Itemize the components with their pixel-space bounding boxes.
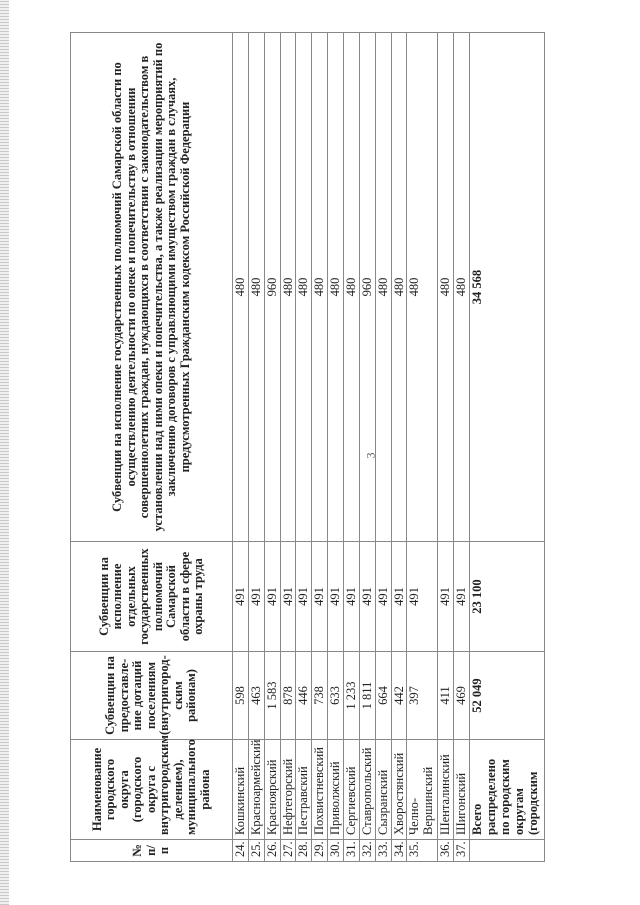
row-value-labor: 491 [344, 542, 360, 652]
row-value-settlements: 469 [453, 652, 469, 740]
row-value-settlements: 1 233 [344, 652, 360, 740]
row-name: Шигонский [453, 740, 469, 840]
page-number: 3 [363, 452, 378, 459]
row-number: 25. [248, 840, 264, 862]
row-value-guardianship: 480 [280, 33, 296, 542]
table-row [328, 33, 344, 862]
row-value-settlements: 598 [233, 652, 249, 740]
table-row [233, 33, 249, 862]
row-name: Похвистневский [312, 740, 328, 840]
total-number-cell [469, 840, 544, 862]
row-value-labor: 491 [296, 542, 312, 652]
row-name: Сызранский [375, 740, 391, 840]
row-value-guardianship: 480 [391, 33, 407, 542]
total-value-guardianship: 34 568 [469, 33, 544, 542]
row-value-labor: 491 [233, 542, 249, 652]
row-number: 26. [264, 840, 280, 862]
row-value-labor: 491 [264, 542, 280, 652]
row-value-settlements: 738 [312, 652, 328, 740]
table-row [453, 33, 469, 862]
row-number: 28. [296, 840, 312, 862]
row-value-guardianship: 960 [264, 33, 280, 542]
total-row [469, 33, 544, 862]
scan-edge [0, 0, 9, 905]
table-row [312, 33, 328, 862]
row-number: 36. [438, 840, 454, 862]
total-value-settlements: 52 049 [469, 652, 544, 740]
row-value-labor: 491 [375, 542, 391, 652]
header-name: Наименование городского округа (городского округа с внутригородским делением), муниципального района [71, 740, 233, 840]
row-value-labor: 491 [438, 542, 454, 652]
table-row [391, 33, 407, 862]
table-row [280, 33, 296, 862]
row-value-guardianship: 960 [359, 33, 375, 542]
row-name: Кошкинский [233, 740, 249, 840]
row-value-guardianship: 480 [248, 33, 264, 542]
row-value-guardianship: 480 [375, 33, 391, 542]
row-number: 24. [233, 840, 249, 862]
row-value-labor: 491 [453, 542, 469, 652]
row-value-settlements: 446 [296, 652, 312, 740]
row-value-guardianship: 480 [233, 33, 249, 542]
row-name: Пестравский [296, 740, 312, 840]
row-value-labor: 491 [312, 542, 328, 652]
row-value-guardianship: 480 [296, 33, 312, 542]
row-value-settlements: 1 583 [264, 652, 280, 740]
row-value-labor: 491 [359, 542, 375, 652]
header-subsidies-settlements: Субвенции на предоставле-ние дотаций поселениям (внутригород-ским районам) [71, 652, 233, 740]
row-value-guardianship: 480 [438, 33, 454, 542]
row-number: 30. [328, 840, 344, 862]
row-value-guardianship: 480 [312, 33, 328, 542]
row-number: 29. [312, 840, 328, 862]
row-name: Сергиевский [344, 740, 360, 840]
row-name: Челно-Вершинский [407, 740, 438, 840]
row-name: Ставропольский [359, 740, 375, 840]
row-value-labor: 491 [328, 542, 344, 652]
row-number: 33. [375, 840, 391, 862]
row-value-guardianship: 480 [344, 33, 360, 542]
row-number: 27. [280, 840, 296, 862]
row-name: Приволжский [328, 740, 344, 840]
row-value-settlements: 878 [280, 652, 296, 740]
table-row [359, 33, 375, 862]
row-number: 37. [453, 840, 469, 862]
subvention-table [70, 32, 545, 862]
row-name: Красноармейский [248, 740, 264, 840]
row-value-settlements: 442 [391, 652, 407, 740]
row-value-labor: 491 [391, 542, 407, 652]
row-number: 32. [359, 840, 375, 862]
rotated-page [70, 32, 545, 862]
row-value-settlements: 633 [328, 652, 344, 740]
row-number: 35. [407, 840, 438, 862]
table-row [344, 33, 360, 862]
table-row [407, 33, 438, 862]
row-number: 34. [391, 840, 407, 862]
total-label: Всего распределено по городским округам (городским [469, 740, 544, 840]
row-name: Шенталинский [438, 740, 454, 840]
row-value-labor: 491 [248, 542, 264, 652]
row-number: 31. [344, 840, 360, 862]
table-row [375, 33, 391, 862]
row-value-labor: 491 [407, 542, 438, 652]
row-value-guardianship: 480 [328, 33, 344, 542]
header-guardianship: Субвенции на исполнение государственных полномочий Самарской области по осуществлению деятельности по опеке и попечительству в отношении совершеннолетних граждан, нуждающихся в соответствии с законодательством в установлении над ними опеки и попечительства, а также реализации мероприятий по заключению договоров с управляющими имуществом граждан в случаях, предусмотренных Гражданским кодексом Российской Федерации [71, 33, 233, 542]
table-row [296, 33, 312, 862]
total-value-labor: 23 100 [469, 542, 544, 652]
table-row [264, 33, 280, 862]
row-value-guardianship: 480 [453, 33, 469, 542]
row-value-guardianship: 480 [407, 33, 438, 542]
row-value-settlements: 1 811 [359, 652, 375, 740]
row-value-settlements: 397 [407, 652, 438, 740]
table-row [438, 33, 454, 862]
header-labor-protection: Субвенции на исполнение отдельных государственных полномочий Самарской области в сфере охраны труда [71, 542, 233, 652]
row-name: Нефтегорский [280, 740, 296, 840]
row-name: Хворостянский [391, 740, 407, 840]
row-name: Красноярский [264, 740, 280, 840]
row-value-settlements: 411 [438, 652, 454, 740]
table-row [248, 33, 264, 862]
row-value-labor: 491 [280, 542, 296, 652]
table-header-row [71, 33, 233, 862]
row-value-settlements: 664 [375, 652, 391, 740]
header-number: № п/п [71, 840, 233, 862]
row-value-settlements: 463 [248, 652, 264, 740]
